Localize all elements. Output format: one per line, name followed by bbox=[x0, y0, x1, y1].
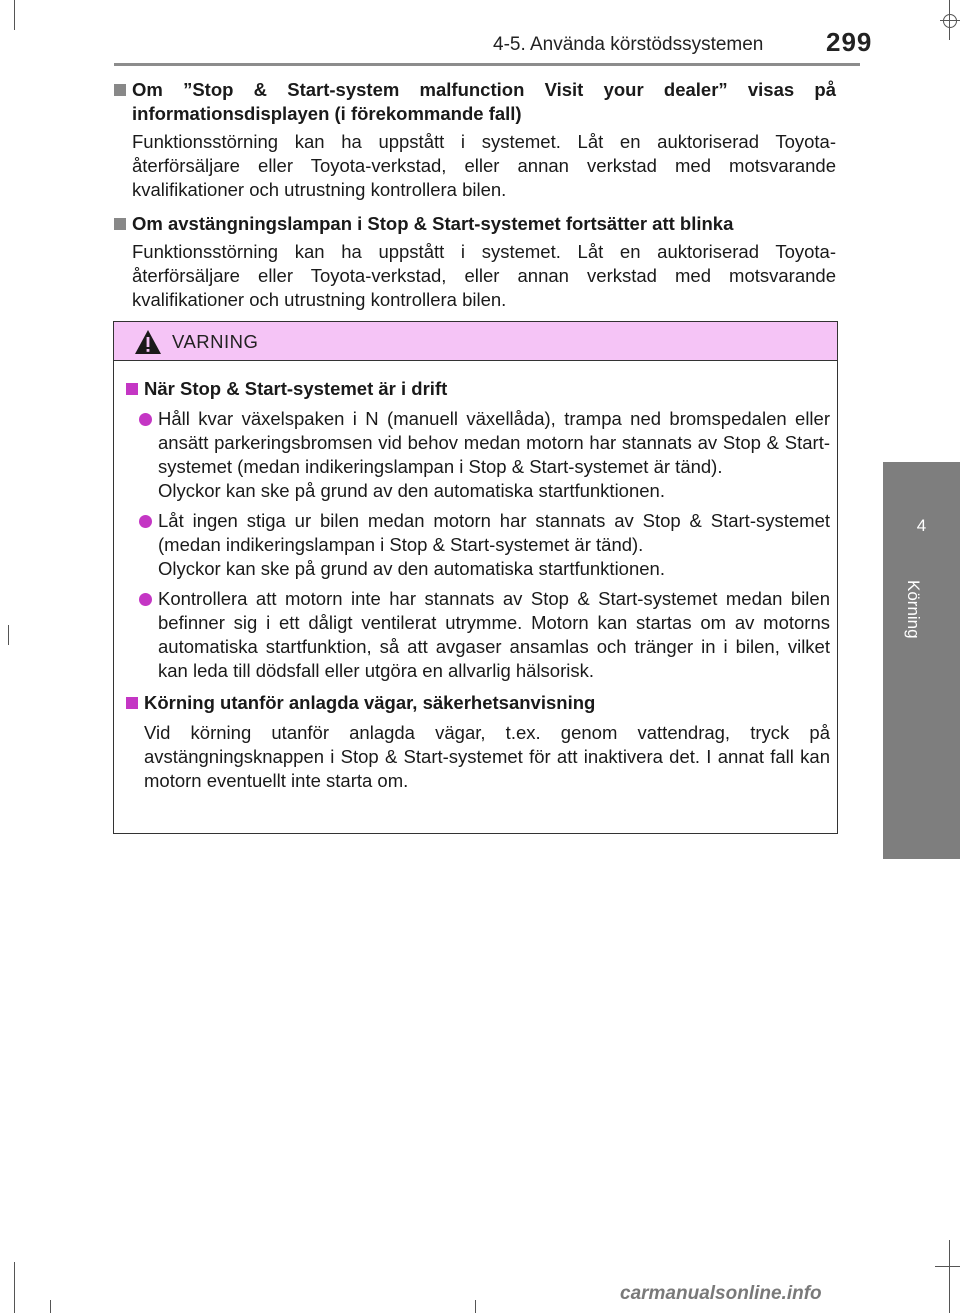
square-bullet-icon bbox=[126, 383, 138, 395]
header-rule bbox=[114, 63, 860, 66]
bullet-text: Kontrollera att motorn inte har stannats av Stop & Start-systemet medan bilen befinner sig i ett dåligt ventilerat utrymme. Motorn kan startas om av motorns automatiska startfunktion, så att avgaser ansamlas och tränger in i bilen, vilket kan leda till dödsfall eller utgöra en allvarlig hälsorisk. bbox=[158, 588, 830, 681]
crop-mark bbox=[50, 1300, 51, 1313]
warning-paragraph: Vid körning utanför anlagda vägar, t.ex. genom vattendrag, tryck på avstängningsknappen i Stop & Start-systemet för att inaktivera det. I annat fall kan motorn eventuellt inte starta om. bbox=[144, 722, 830, 791]
section-heading-text: Om ”Stop & Start-system malfunction Visit your dealer” visas på informationsdisplayen (i förekommande fall) bbox=[132, 79, 836, 124]
square-bullet-icon bbox=[114, 218, 126, 230]
crop-mark bbox=[935, 1266, 960, 1267]
crop-mark bbox=[8, 625, 9, 645]
page-number: 299 bbox=[826, 27, 873, 57]
warning-body bbox=[126, 377, 830, 793]
section-body: Funktionsstörning kan ha uppstått i systemet. Låt en auktoriserad Toyota-återförsäljare eller Toyota-verkstad, eller annan verkstad med motsvarande kvalifikationer och utrustning kontrollera bilen. bbox=[132, 131, 836, 200]
bullet-note: Olyckor kan ske på grund av den automatiska startfunktionen. bbox=[158, 480, 665, 501]
warning-subheading-text: Körning utanför anlagda vägar, säkerhetsanvisning bbox=[144, 692, 596, 713]
running-header-section: 4-5. Använda körstödssystemen bbox=[493, 34, 764, 55]
circle-bullet-icon bbox=[139, 515, 152, 528]
square-bullet-icon bbox=[114, 84, 126, 96]
section-heading-text: Om avstängningslampan i Stop & Start-systemet fortsätter att blinka bbox=[132, 213, 734, 234]
warning-box bbox=[113, 321, 838, 834]
square-bullet-icon bbox=[126, 697, 138, 709]
circle-bullet-icon bbox=[139, 593, 152, 606]
bullet-text: Håll kvar växelspaken i N (manuell växellåda), trampa ned bromspedalen eller ansätt parkeringsbromsen vid behov medan motorn har stannats av Stop & Start-systemet (medan indikeringslampan i Stop & Start-systemet är tänd). bbox=[158, 408, 830, 477]
warning-bullet bbox=[126, 587, 830, 683]
bullet-text: Låt ingen stiga ur bilen medan motorn har stannats av Stop & Start-systemet (medan indikeringslampan i Stop & Start-systemet är tänd). bbox=[158, 510, 830, 555]
warning-bullet bbox=[126, 407, 830, 503]
warning-subheading bbox=[126, 691, 830, 715]
warning-header bbox=[114, 322, 837, 361]
section-heading bbox=[114, 78, 836, 126]
chapter-label: Körning bbox=[904, 580, 923, 639]
crop-mark bbox=[943, 14, 957, 28]
crop-mark bbox=[14, 0, 15, 30]
main-content bbox=[114, 78, 836, 322]
section-block bbox=[114, 212, 836, 312]
bullet-note: Olyckor kan ske på grund av den automatiska startfunktionen. bbox=[158, 558, 665, 579]
circle-bullet-icon bbox=[139, 413, 152, 426]
section-block bbox=[114, 78, 836, 202]
crop-mark bbox=[949, 1240, 950, 1313]
crop-mark bbox=[475, 1300, 476, 1313]
warning-subheading-text: När Stop & Start-systemet är i drift bbox=[144, 378, 448, 399]
section-body: Funktionsstörning kan ha uppstått i systemet. Låt en auktoriserad Toyota-återförsäljare eller Toyota-verkstad, eller annan verkstad med motsvarande kvalifikationer och utrustning kontrollera bilen. bbox=[132, 241, 836, 310]
crop-mark bbox=[14, 1262, 15, 1313]
section-heading bbox=[114, 212, 836, 236]
warning-title: VARNING bbox=[172, 331, 259, 352]
warning-subheading bbox=[126, 377, 830, 401]
footer-watermark: carmanualsonline.info bbox=[620, 1283, 822, 1304]
chapter-number: 4 bbox=[916, 516, 927, 535]
warning-triangle-icon bbox=[134, 329, 162, 355]
warning-bullet bbox=[126, 509, 830, 581]
chapter-tab bbox=[883, 462, 960, 859]
